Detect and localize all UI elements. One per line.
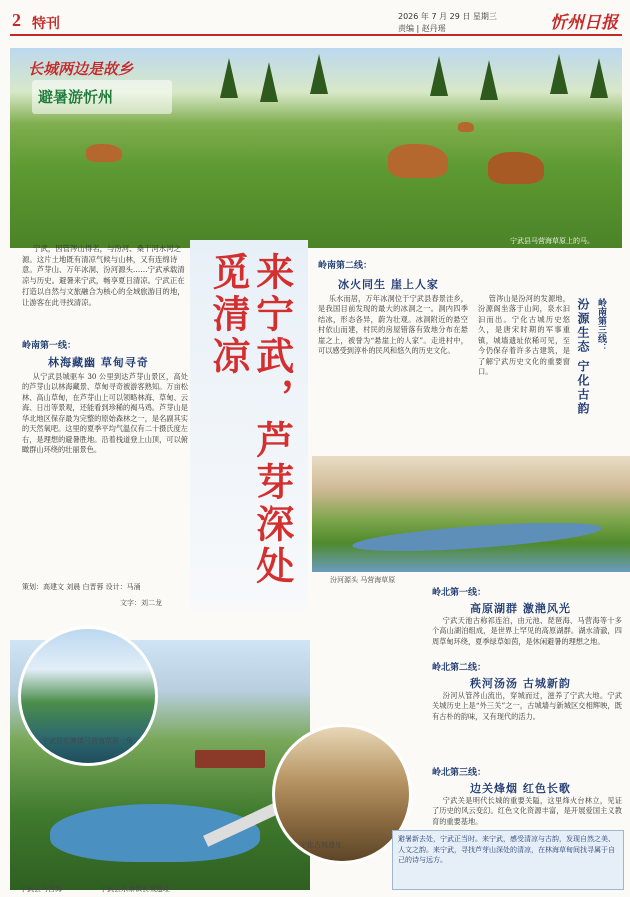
hero-badge: 避暑游忻州 [32, 80, 172, 114]
sec6-title: 边关烽烟 红色长歌 [470, 782, 571, 795]
sec5-heading: 岭北第二线： [432, 663, 487, 673]
ruin-circle-photo [272, 724, 412, 864]
quote-box: 避暑新去处，宁武正当时。来宁武，感受清凉与古韵，发现自然之美、人文之韵。来宁武，寻找芦芽山深处的清凉，在林海草甸间找寻属于自己的诗与远方。 [392, 830, 624, 890]
credits: 策划：高建文 刘晨 白晋蓉 设计：马涌 [22, 583, 141, 591]
editor-credit: 责编 | 赵丹瑶 [398, 24, 446, 33]
sec6-body: 宁武关是明代长城的重要关隘，这里烽火台林立，见证了历史的风云变幻。红色文化资源丰富，是开展爱国主义教育的重要基地。 [432, 796, 622, 826]
sec6-heading: 岭北第三线： [432, 768, 487, 778]
sec5-body: 汾河从管涔山流出，穿城而过，滋养了宁武大地。宁武关城历史上是“外三关”之一，古城墙与新城区交相辉映，既有古朴的韵味，又有现代的活力。 [432, 691, 622, 721]
sec4-title: 高原湖群 激滟风光 [470, 602, 571, 615]
col1-body: 从宁武县城驱车 30 公里到达芦芽山景区，高处的芦芽山以林海藏景、草甸寻奇被游客熟知。万亩松林、高山草甸，在芦芽山上可以领略林海、草甸、云海、日出等景观，还能看到珍稀的褐马鸡。芦芽山是华北地区保存最为完整的原始森林之一，是名副其实的天然氧吧。这里的夏季平均气温仅有二十摄氏度左右，是理想的避暑胜地。沿着栈道登上山顶，可以俯瞰群山环绕的壮丽景色。 [22, 372, 188, 455]
hero-title: 长城两边是故乡 [28, 60, 134, 78]
col1-heading: 岭南第一线： [22, 341, 77, 351]
hero-photo [10, 48, 622, 248]
caption-2: 宁武县东寨镇长城遗址 [100, 885, 170, 893]
issue-date: 2026 年 7 月 29 日 星期三 [398, 12, 497, 21]
page-number: 2 [12, 10, 21, 30]
sec4-heading: 岭北第一线： [432, 588, 487, 598]
masthead: 忻州日报 [550, 13, 618, 33]
col3-title: 汾源生态 宁化古韵 [576, 298, 590, 417]
col2-body: 乐水而居，万年冰洞位于宁武县春景洼乡，是我国目前发现的最大的冰洞之一。洞内四季结冰，形态各异，蔚为壮观。冰洞附近的悬空村依山而建，村民的房屋错落有致地分布在悬崖之上，被誉为“悬崖上的人家”。走进村中，可以感受到淳朴的民风和悠久的历史文化。 [318, 294, 468, 356]
caption-3: 宁武县马营海 [20, 885, 62, 893]
col2-heading: 岭南第二线： [318, 261, 373, 271]
page-header [10, 6, 622, 36]
section-name: 特刊 [32, 16, 60, 32]
caption-1: 宁武县东寨镇马营海草原一角 [42, 737, 133, 745]
river-photo [312, 456, 630, 572]
writer-credit: 文字：刘二龙 [120, 599, 162, 607]
col3-heading: 岭南第三线： [596, 298, 606, 352]
col2-title: 冰火同生 崖上人家 [338, 278, 439, 291]
hero-caption: 宁武县马营海草原上的马。 [510, 237, 594, 245]
caption-4: 宁化古城遗址 [300, 841, 342, 849]
intro-text: 宁武，因管涔山得名，与汾河、桑干河水河之源。这片土地既有清凉气候与山林，又有连绵诗意。芦芽山、万年冰洞、汾河源头……宁武承载清凉与历史。避暑来宁武，畅享夏日清凉。宁武正在打造以自然与文旅融合为核心的全域旅游目的地，让游客在此寻找清凉。 [22, 244, 185, 307]
sec5-title: 秩河汤汤 古城新韵 [470, 677, 571, 690]
col1-title: 林海藏幽 草甸寻奇 [48, 356, 149, 369]
main-headline: 来宁武，芦芽深处觅清凉 [190, 240, 308, 610]
river-caption: 汾河源头 马营海草原 [330, 576, 396, 584]
sec4-body: 宁武天池古称祁连泊，由元池、琵琶海、马营海等十多个高山湖泊组成，是世界上罕见的高原湖群。湖水清澈，四周草甸环绕，夏季绿草如茵，是休闲避暑的理想之地。 [432, 616, 622, 646]
col3-body: 管涔山是汾河的发源地，汾源阁坐落于山间，泉水汩汩而出。宁化古城历史悠久，是唐宋时期的军事重镇，城墙遗址依稀可见，至今仍保存着许多古建筑，是了解宁武历史文化的重要窗口。 [478, 294, 570, 377]
